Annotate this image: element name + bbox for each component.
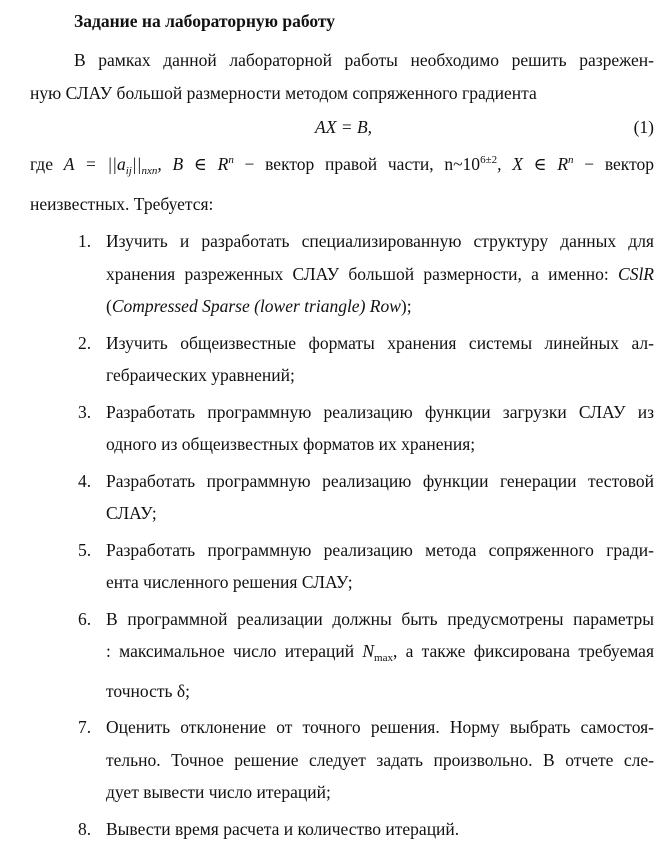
formula-row [30, 110, 654, 144]
task-line: Оценить отклонение от точного решения. Норму выбрать самостоя- [106, 711, 654, 744]
b-description: − вектор правой части, n~10 [234, 154, 480, 174]
task-number: 3. [78, 396, 91, 429]
nmax-subscript: max [374, 652, 393, 664]
task-item [30, 711, 654, 809]
task-item [30, 813, 654, 845]
task-number: 6. [78, 603, 91, 636]
task-line: гебраических уравнений; [106, 359, 654, 392]
task-line [106, 635, 654, 675]
formula-number: (1) [634, 110, 654, 144]
task-number: 2. [78, 327, 91, 360]
task-line: Разработать программную реализацию метода сопряженного гради- [106, 534, 654, 567]
task-item [30, 603, 654, 708]
task-number: 4. [78, 465, 91, 498]
task-line: дует вывести число итераций; [106, 776, 654, 809]
task-line: точность δ; [106, 675, 654, 708]
task-number: 1. [78, 225, 91, 258]
format-name: CSlR [618, 264, 654, 284]
n-superscript: 6±2 [480, 154, 497, 166]
task-item [30, 225, 654, 323]
x-superscript: n [568, 154, 574, 166]
task-number: 5. [78, 534, 91, 567]
a-subscript: ij [126, 165, 132, 177]
intro-line: В рамках данной лабораторной работы необходимо решить разрежен- [30, 44, 654, 77]
a-size-subscript: nxn [142, 165, 158, 177]
x-definition: , X ∈ R [497, 154, 568, 174]
task-line: Изучить общеизвестные форматы хранения системы линейных ал- [106, 327, 654, 360]
task-item [30, 465, 654, 530]
task-line-text: : максимальное число итераций N [106, 641, 374, 661]
task-line-tail: ); [401, 296, 412, 316]
task-line: Разработать программную реализацию функции загрузки СЛАУ из [106, 396, 654, 429]
where-paragraph [30, 144, 654, 221]
b-superscript: n [228, 154, 234, 166]
task-list [30, 225, 654, 845]
task-line: В программной реализации должны быть предусмотрены параметры [106, 603, 654, 636]
x-description: − вектор [574, 154, 654, 174]
where-prefix: где [30, 154, 53, 174]
task-line [106, 258, 654, 291]
a-close: || [132, 154, 142, 174]
task-line: СЛАУ; [106, 497, 654, 530]
task-item [30, 534, 654, 599]
a-definition: A = ||a [64, 154, 126, 174]
nmax-symbol: N [362, 641, 374, 661]
task-line: Изучить и разработать специализированную структуру данных для [106, 225, 654, 258]
task-item [30, 327, 654, 392]
page-title: Задание на лабораторную работу [74, 6, 654, 36]
task-line: (Compressed Sparse (lower triangle) Row); [106, 290, 654, 323]
task-number: 8. [78, 813, 91, 845]
task-line: одного из общеизвестных форматов их хранения; [106, 428, 654, 461]
task-line: тельно. Точное решение следует задать произвольно. В отчете сле- [106, 744, 654, 777]
where-line: неизвестных. Требуется: [30, 188, 654, 221]
task-line: Вывести время расчета и количество итераций. [106, 813, 654, 845]
task-line-text: хранения разреженных СЛАУ большой размерности, а именно: CSlR [106, 264, 654, 284]
b-definition: , B ∈ R [157, 154, 228, 174]
task-item [30, 396, 654, 461]
task-line-tail: , а также фиксирована требуемая [393, 641, 654, 661]
task-line-italic: Compressed Sparse (lower triangle) Row [112, 296, 401, 316]
where-line [30, 144, 654, 188]
task-line: ента численного решения СЛАУ; [106, 566, 654, 599]
formula-text: AX = B, [315, 110, 372, 144]
intro-paragraph [30, 44, 654, 110]
task-number: 7. [78, 711, 91, 744]
intro-line: ную СЛАУ большой размерности методом сопряженного градиента [30, 77, 654, 110]
task-line: Разработать программную реализацию функции генерации тестовой [106, 465, 654, 498]
